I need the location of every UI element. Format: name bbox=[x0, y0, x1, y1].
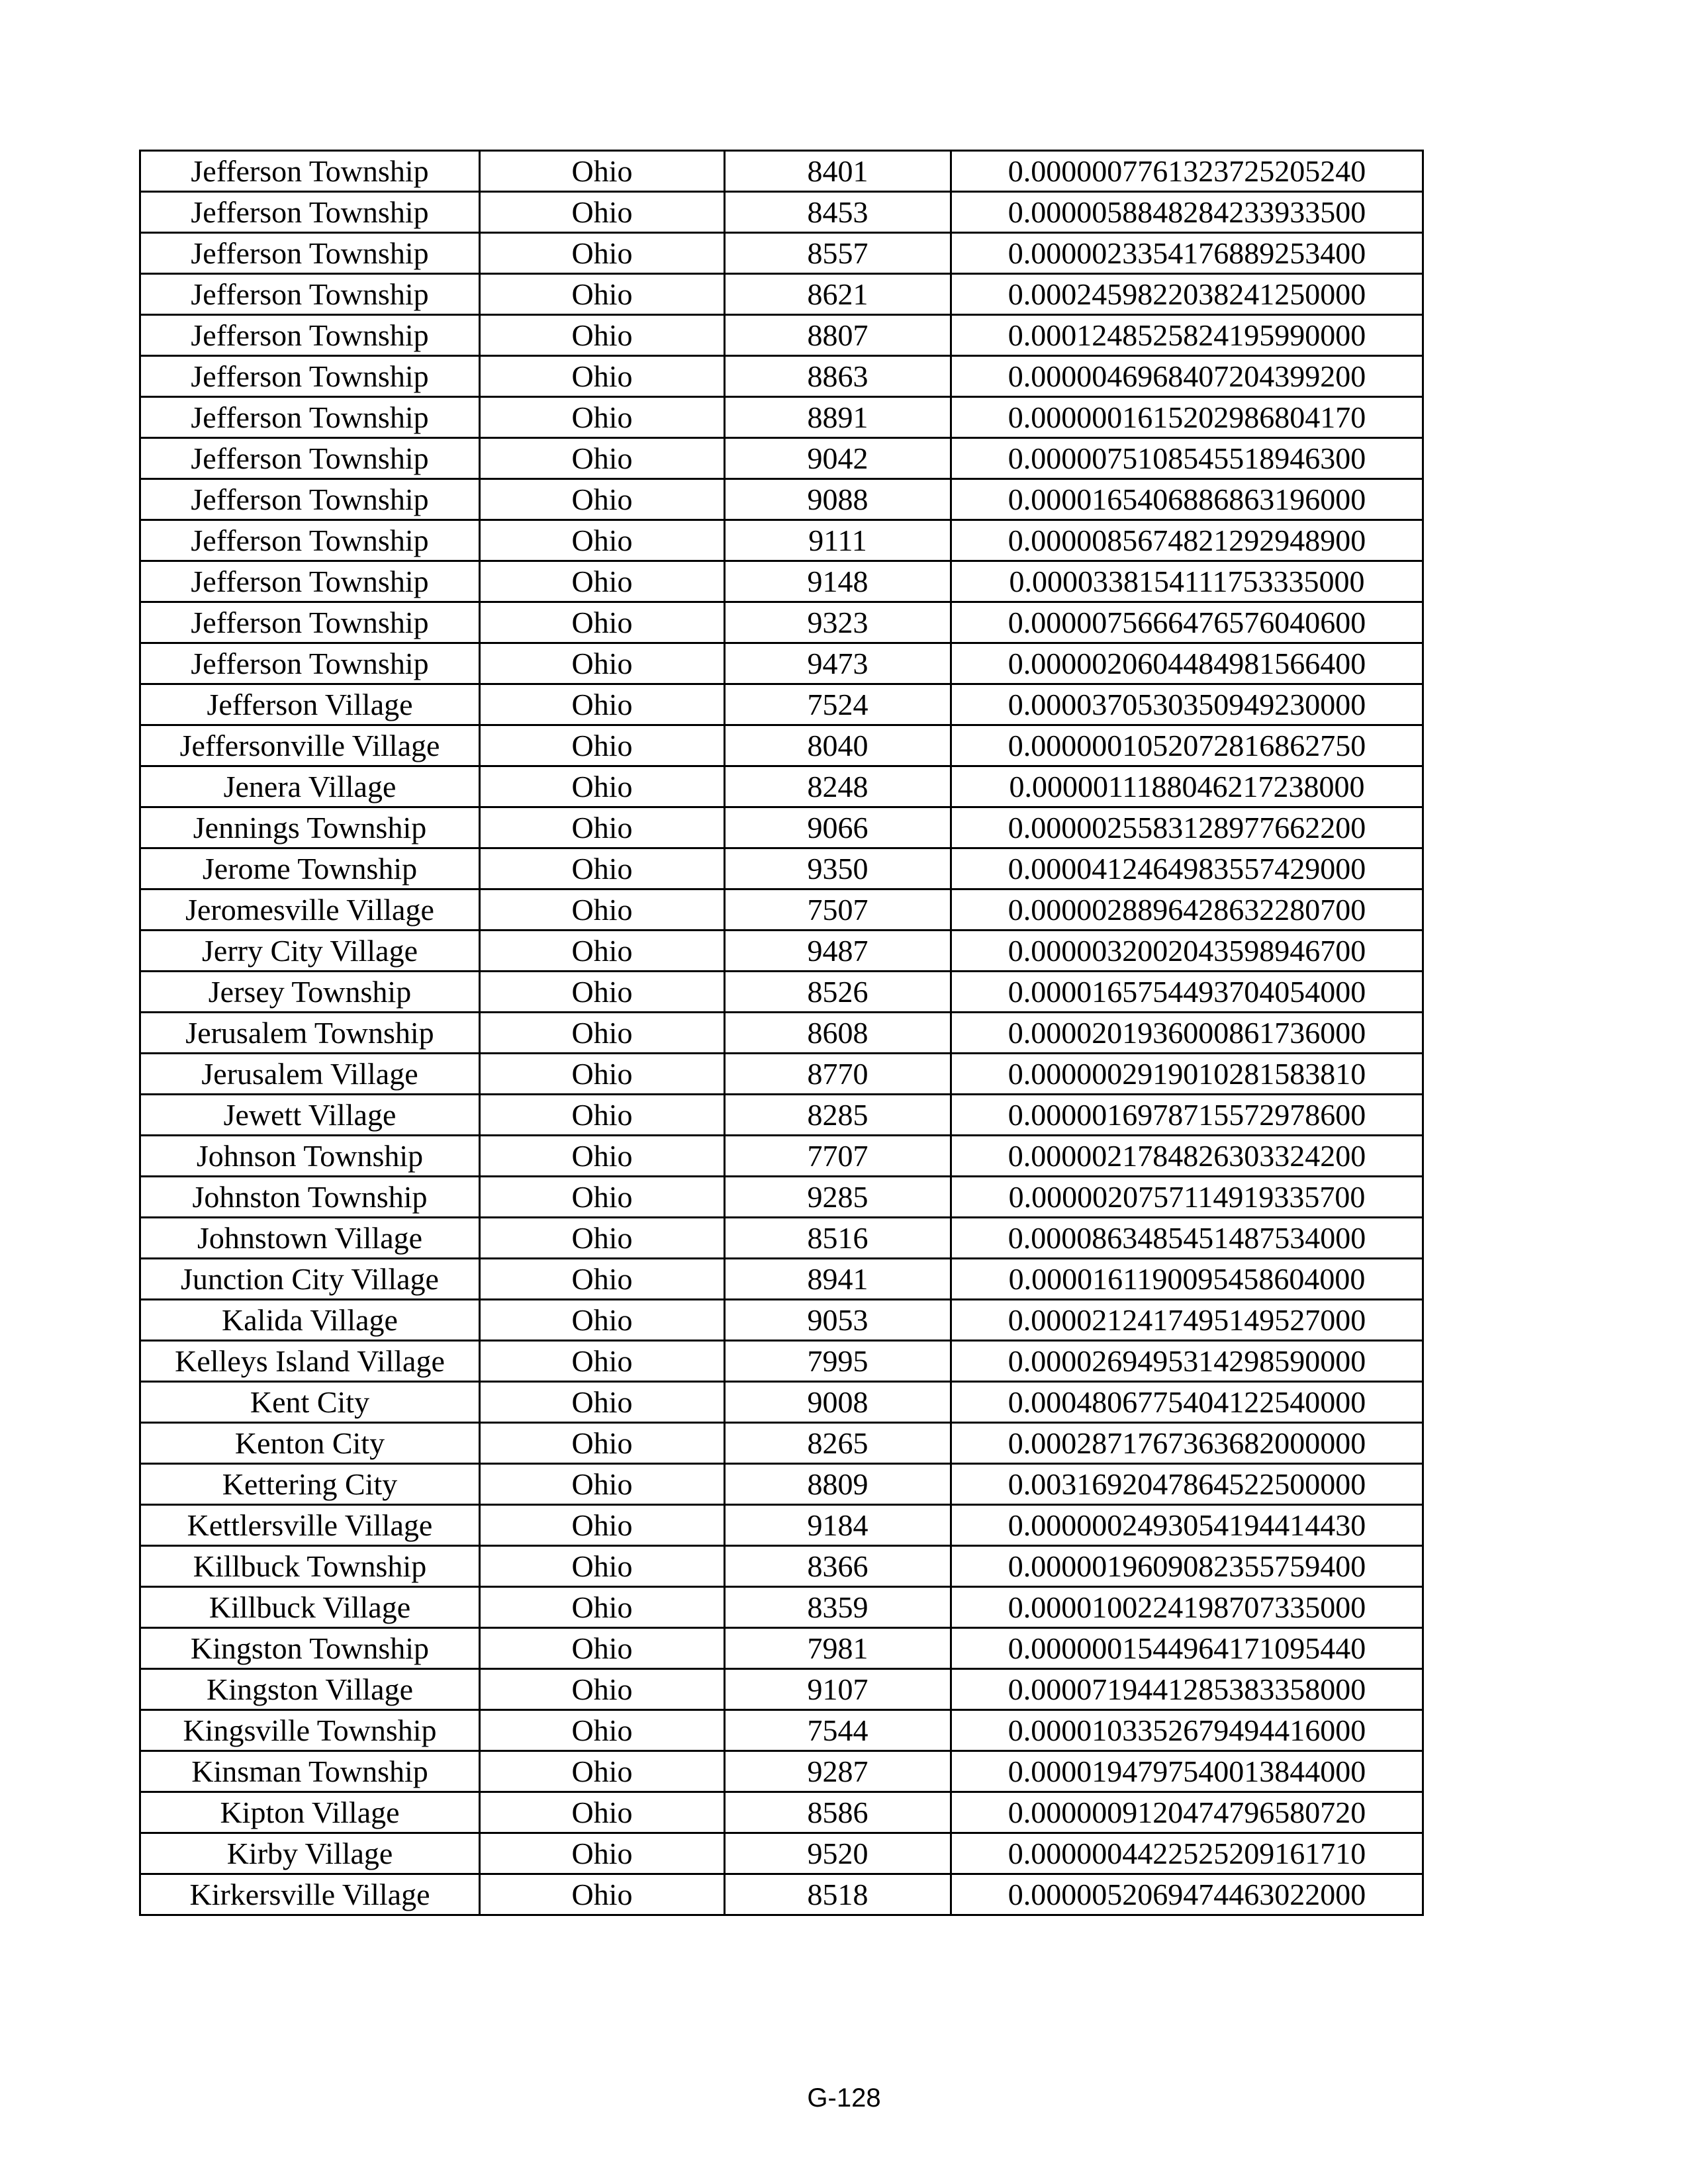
state-cell: Ohio bbox=[480, 356, 725, 397]
table-row bbox=[140, 274, 1423, 315]
table-row bbox=[140, 643, 1423, 684]
state-cell: Ohio bbox=[480, 151, 725, 192]
state-cell: Ohio bbox=[480, 1423, 725, 1464]
municipality-cell: Jennings Township bbox=[140, 807, 480, 848]
table-row bbox=[140, 1546, 1423, 1587]
state-cell: Ohio bbox=[480, 889, 725, 931]
municipality-cell: Jewett Village bbox=[140, 1095, 480, 1136]
state-cell: Ohio bbox=[480, 1833, 725, 1874]
table-row bbox=[140, 1710, 1423, 1751]
code-cell: 9148 bbox=[725, 561, 951, 602]
table-row bbox=[140, 1423, 1423, 1464]
value-cell: 0.0000212417495149527000 bbox=[951, 1300, 1423, 1341]
table-row bbox=[140, 807, 1423, 848]
state-cell: Ohio bbox=[480, 1382, 725, 1423]
state-cell: Ohio bbox=[480, 1013, 725, 1054]
table-row bbox=[140, 1751, 1423, 1792]
code-cell: 7995 bbox=[725, 1341, 951, 1382]
code-cell: 8863 bbox=[725, 356, 951, 397]
code-cell: 9107 bbox=[725, 1669, 951, 1710]
municipality-cell: Jenera Village bbox=[140, 766, 480, 807]
value-cell: 0.0000025583128977662200 bbox=[951, 807, 1423, 848]
table-row bbox=[140, 1054, 1423, 1095]
municipality-cell: Kelleys Island Village bbox=[140, 1341, 480, 1382]
value-cell: 0.0000021784826303324200 bbox=[951, 1136, 1423, 1177]
state-cell: Ohio bbox=[480, 1505, 725, 1546]
value-cell: 0.0001248525824195990000 bbox=[951, 315, 1423, 356]
municipality-cell: Kingston Village bbox=[140, 1669, 480, 1710]
table-row bbox=[140, 1464, 1423, 1505]
municipality-cell: Jefferson Township bbox=[140, 520, 480, 561]
value-cell: 0.0000075666476576040600 bbox=[951, 602, 1423, 643]
code-cell: 9473 bbox=[725, 643, 951, 684]
municipality-cell: Junction City Village bbox=[140, 1259, 480, 1300]
state-cell: Ohio bbox=[480, 1628, 725, 1669]
table-row bbox=[140, 1874, 1423, 1915]
municipality-cell: Jeffersonville Village bbox=[140, 725, 480, 766]
municipality-cell: Jefferson Village bbox=[140, 684, 480, 725]
code-cell: 8941 bbox=[725, 1259, 951, 1300]
value-cell: 0.0000719441285383358000 bbox=[951, 1669, 1423, 1710]
state-cell: Ohio bbox=[480, 1136, 725, 1177]
state-cell: Ohio bbox=[480, 479, 725, 520]
state-cell: Ohio bbox=[480, 931, 725, 972]
table-row bbox=[140, 602, 1423, 643]
table-row bbox=[140, 1136, 1423, 1177]
table-row bbox=[140, 1013, 1423, 1054]
code-cell: 8809 bbox=[725, 1464, 951, 1505]
table-row bbox=[140, 848, 1423, 889]
table-row bbox=[140, 151, 1423, 192]
municipality-cell: Kettering City bbox=[140, 1464, 480, 1505]
municipality-cell: Killbuck Village bbox=[140, 1587, 480, 1628]
table-row bbox=[140, 479, 1423, 520]
value-cell: 0.0000046968407204399200 bbox=[951, 356, 1423, 397]
value-cell: 0.0000001052072816862750 bbox=[951, 725, 1423, 766]
state-cell: Ohio bbox=[480, 1669, 725, 1710]
code-cell: 8807 bbox=[725, 315, 951, 356]
allocation-table bbox=[139, 150, 1424, 1916]
code-cell: 7524 bbox=[725, 684, 951, 725]
state-cell: Ohio bbox=[480, 684, 725, 725]
state-cell: Ohio bbox=[480, 192, 725, 233]
state-cell: Ohio bbox=[480, 1587, 725, 1628]
value-cell: 0.0000019609082355759400 bbox=[951, 1546, 1423, 1587]
table-row bbox=[140, 1669, 1423, 1710]
state-cell: Ohio bbox=[480, 972, 725, 1013]
table-row bbox=[140, 766, 1423, 807]
code-cell: 8248 bbox=[725, 766, 951, 807]
value-cell: 0.0000103352679494416000 bbox=[951, 1710, 1423, 1751]
municipality-cell: Jerry City Village bbox=[140, 931, 480, 972]
value-cell: 0.0031692047864522500000 bbox=[951, 1464, 1423, 1505]
state-cell: Ohio bbox=[480, 1874, 725, 1915]
value-cell: 0.0000165406886863196000 bbox=[951, 479, 1423, 520]
municipality-cell: Kalida Village bbox=[140, 1300, 480, 1341]
code-cell: 8401 bbox=[725, 151, 951, 192]
value-cell: 0.0000009120474796580720 bbox=[951, 1792, 1423, 1833]
value-cell: 0.0000100224198707335000 bbox=[951, 1587, 1423, 1628]
table-row bbox=[140, 1177, 1423, 1218]
state-cell: Ohio bbox=[480, 1300, 725, 1341]
municipality-cell: Jefferson Township bbox=[140, 397, 480, 438]
state-cell: Ohio bbox=[480, 1341, 725, 1382]
municipality-cell: Jersey Township bbox=[140, 972, 480, 1013]
code-cell: 9053 bbox=[725, 1300, 951, 1341]
table-row bbox=[140, 315, 1423, 356]
state-cell: Ohio bbox=[480, 1095, 725, 1136]
code-cell: 8518 bbox=[725, 1874, 951, 1915]
code-cell: 9323 bbox=[725, 602, 951, 643]
state-cell: Ohio bbox=[480, 1259, 725, 1300]
code-cell: 8557 bbox=[725, 233, 951, 274]
state-cell: Ohio bbox=[480, 1710, 725, 1751]
table-row bbox=[140, 725, 1423, 766]
value-cell: 0.0000032002043598946700 bbox=[951, 931, 1423, 972]
municipality-cell: Jefferson Township bbox=[140, 192, 480, 233]
municipality-cell: Jeromesville Village bbox=[140, 889, 480, 931]
code-cell: 8608 bbox=[725, 1013, 951, 1054]
code-cell: 8516 bbox=[725, 1218, 951, 1259]
state-cell: Ohio bbox=[480, 274, 725, 315]
code-cell: 9285 bbox=[725, 1177, 951, 1218]
value-cell: 0.0000269495314298590000 bbox=[951, 1341, 1423, 1382]
code-cell: 9042 bbox=[725, 438, 951, 479]
code-cell: 8891 bbox=[725, 397, 951, 438]
value-cell: 0.0004806775404122540000 bbox=[951, 1382, 1423, 1423]
municipality-cell: Kipton Village bbox=[140, 1792, 480, 1833]
code-cell: 8040 bbox=[725, 725, 951, 766]
value-cell: 0.0000863485451487534000 bbox=[951, 1218, 1423, 1259]
state-cell: Ohio bbox=[480, 1751, 725, 1792]
code-cell: 8621 bbox=[725, 274, 951, 315]
state-cell: Ohio bbox=[480, 602, 725, 643]
table-row bbox=[140, 1792, 1423, 1833]
value-cell: 0.0000020604484981566400 bbox=[951, 643, 1423, 684]
table-row bbox=[140, 1628, 1423, 1669]
table-row bbox=[140, 520, 1423, 561]
value-cell: 0.0000001615202986804170 bbox=[951, 397, 1423, 438]
value-cell: 0.0000075108545518946300 bbox=[951, 438, 1423, 479]
municipality-cell: Killbuck Township bbox=[140, 1546, 480, 1587]
municipality-cell: Kenton City bbox=[140, 1423, 480, 1464]
municipality-cell: Johnson Township bbox=[140, 1136, 480, 1177]
code-cell: 8586 bbox=[725, 1792, 951, 1833]
code-cell: 8770 bbox=[725, 1054, 951, 1095]
value-cell: 0.0000028896428632280700 bbox=[951, 889, 1423, 931]
state-cell: Ohio bbox=[480, 315, 725, 356]
value-cell: 0.0000002919010281583810 bbox=[951, 1054, 1423, 1095]
state-cell: Ohio bbox=[480, 520, 725, 561]
value-cell: 0.0000004422525209161710 bbox=[951, 1833, 1423, 1874]
table-row bbox=[140, 972, 1423, 1013]
code-cell: 9520 bbox=[725, 1833, 951, 1874]
value-cell: 0.0000338154111753335000 bbox=[951, 561, 1423, 602]
table-row bbox=[140, 1259, 1423, 1300]
state-cell: Ohio bbox=[480, 725, 725, 766]
value-cell: 0.0000058848284233933500 bbox=[951, 192, 1423, 233]
state-cell: Ohio bbox=[480, 233, 725, 274]
code-cell: 7707 bbox=[725, 1136, 951, 1177]
value-cell: 0.0002871767363682000000 bbox=[951, 1423, 1423, 1464]
value-cell: 0.0000201936000861736000 bbox=[951, 1013, 1423, 1054]
table-row bbox=[140, 931, 1423, 972]
value-cell: 0.0000412464983557429000 bbox=[951, 848, 1423, 889]
state-cell: Ohio bbox=[480, 1054, 725, 1095]
municipality-cell: Jefferson Township bbox=[140, 438, 480, 479]
table-row bbox=[140, 192, 1423, 233]
value-cell: 0.0000002493054194414430 bbox=[951, 1505, 1423, 1546]
table-row bbox=[140, 1218, 1423, 1259]
municipality-cell: Kingsville Township bbox=[140, 1710, 480, 1751]
municipality-cell: Johnston Township bbox=[140, 1177, 480, 1218]
municipality-cell: Jefferson Township bbox=[140, 315, 480, 356]
code-cell: 7981 bbox=[725, 1628, 951, 1669]
table-row bbox=[140, 233, 1423, 274]
value-cell: 0.0000085674821292948900 bbox=[951, 520, 1423, 561]
table-row bbox=[140, 1382, 1423, 1423]
table-row bbox=[140, 684, 1423, 725]
table-row bbox=[140, 1833, 1423, 1874]
value-cell: 0.0000194797540013844000 bbox=[951, 1751, 1423, 1792]
code-cell: 8453 bbox=[725, 192, 951, 233]
table-row bbox=[140, 1095, 1423, 1136]
state-cell: Ohio bbox=[480, 807, 725, 848]
value-cell: 0.0002459822038241250000 bbox=[951, 274, 1423, 315]
municipality-cell: Kirkersville Village bbox=[140, 1874, 480, 1915]
code-cell: 9350 bbox=[725, 848, 951, 889]
state-cell: Ohio bbox=[480, 1792, 725, 1833]
value-cell: 0.0000011188046217238000 bbox=[951, 766, 1423, 807]
code-cell: 8366 bbox=[725, 1546, 951, 1587]
table-row bbox=[140, 1341, 1423, 1382]
municipality-cell: Jefferson Township bbox=[140, 356, 480, 397]
page-number: G-128 bbox=[807, 2083, 881, 2113]
municipality-cell: Jefferson Township bbox=[140, 151, 480, 192]
value-cell: 0.0000020757114919335700 bbox=[951, 1177, 1423, 1218]
code-cell: 9066 bbox=[725, 807, 951, 848]
code-cell: 9487 bbox=[725, 931, 951, 972]
municipality-cell: Kingston Township bbox=[140, 1628, 480, 1669]
value-cell: 0.0000023354176889253400 bbox=[951, 233, 1423, 274]
code-cell: 7544 bbox=[725, 1710, 951, 1751]
municipality-cell: Kent City bbox=[140, 1382, 480, 1423]
municipality-cell: Jefferson Township bbox=[140, 643, 480, 684]
value-cell: 0.0000165754493704054000 bbox=[951, 972, 1423, 1013]
code-cell: 9088 bbox=[725, 479, 951, 520]
state-cell: Ohio bbox=[480, 1546, 725, 1587]
table-row bbox=[140, 561, 1423, 602]
municipality-cell: Kirby Village bbox=[140, 1833, 480, 1874]
code-cell: 8359 bbox=[725, 1587, 951, 1628]
municipality-cell: Jefferson Township bbox=[140, 233, 480, 274]
code-cell: 9111 bbox=[725, 520, 951, 561]
table-row bbox=[140, 1300, 1423, 1341]
municipality-cell: Jerome Township bbox=[140, 848, 480, 889]
table-row bbox=[140, 438, 1423, 479]
state-cell: Ohio bbox=[480, 848, 725, 889]
state-cell: Ohio bbox=[480, 1177, 725, 1218]
code-cell: 7507 bbox=[725, 889, 951, 931]
code-cell: 9184 bbox=[725, 1505, 951, 1546]
value-cell: 0.0000007761323725205240 bbox=[951, 151, 1423, 192]
value-cell: 0.0000016978715572978600 bbox=[951, 1095, 1423, 1136]
municipality-cell: Johnstown Village bbox=[140, 1218, 480, 1259]
table-row bbox=[140, 889, 1423, 931]
state-cell: Ohio bbox=[480, 1218, 725, 1259]
code-cell: 9008 bbox=[725, 1382, 951, 1423]
state-cell: Ohio bbox=[480, 643, 725, 684]
value-cell: 0.0000370530350949230000 bbox=[951, 684, 1423, 725]
state-cell: Ohio bbox=[480, 397, 725, 438]
state-cell: Ohio bbox=[480, 1464, 725, 1505]
municipality-cell: Jefferson Township bbox=[140, 479, 480, 520]
municipality-cell: Kinsman Township bbox=[140, 1751, 480, 1792]
value-cell: 0.0000052069474463022000 bbox=[951, 1874, 1423, 1915]
table-row bbox=[140, 397, 1423, 438]
value-cell: 0.0000001544964171095440 bbox=[951, 1628, 1423, 1669]
table-body bbox=[140, 151, 1423, 1915]
code-cell: 8526 bbox=[725, 972, 951, 1013]
municipality-cell: Jefferson Township bbox=[140, 602, 480, 643]
table-row bbox=[140, 1505, 1423, 1546]
municipality-cell: Jerusalem Township bbox=[140, 1013, 480, 1054]
state-cell: Ohio bbox=[480, 561, 725, 602]
state-cell: Ohio bbox=[480, 766, 725, 807]
table-row bbox=[140, 356, 1423, 397]
municipality-cell: Jerusalem Village bbox=[140, 1054, 480, 1095]
code-cell: 8265 bbox=[725, 1423, 951, 1464]
code-cell: 9287 bbox=[725, 1751, 951, 1792]
municipality-cell: Jefferson Township bbox=[140, 561, 480, 602]
value-cell: 0.0000161190095458604000 bbox=[951, 1259, 1423, 1300]
municipality-cell: Jefferson Township bbox=[140, 274, 480, 315]
municipality-cell: Kettlersville Village bbox=[140, 1505, 480, 1546]
table-row bbox=[140, 1587, 1423, 1628]
state-cell: Ohio bbox=[480, 438, 725, 479]
code-cell: 8285 bbox=[725, 1095, 951, 1136]
